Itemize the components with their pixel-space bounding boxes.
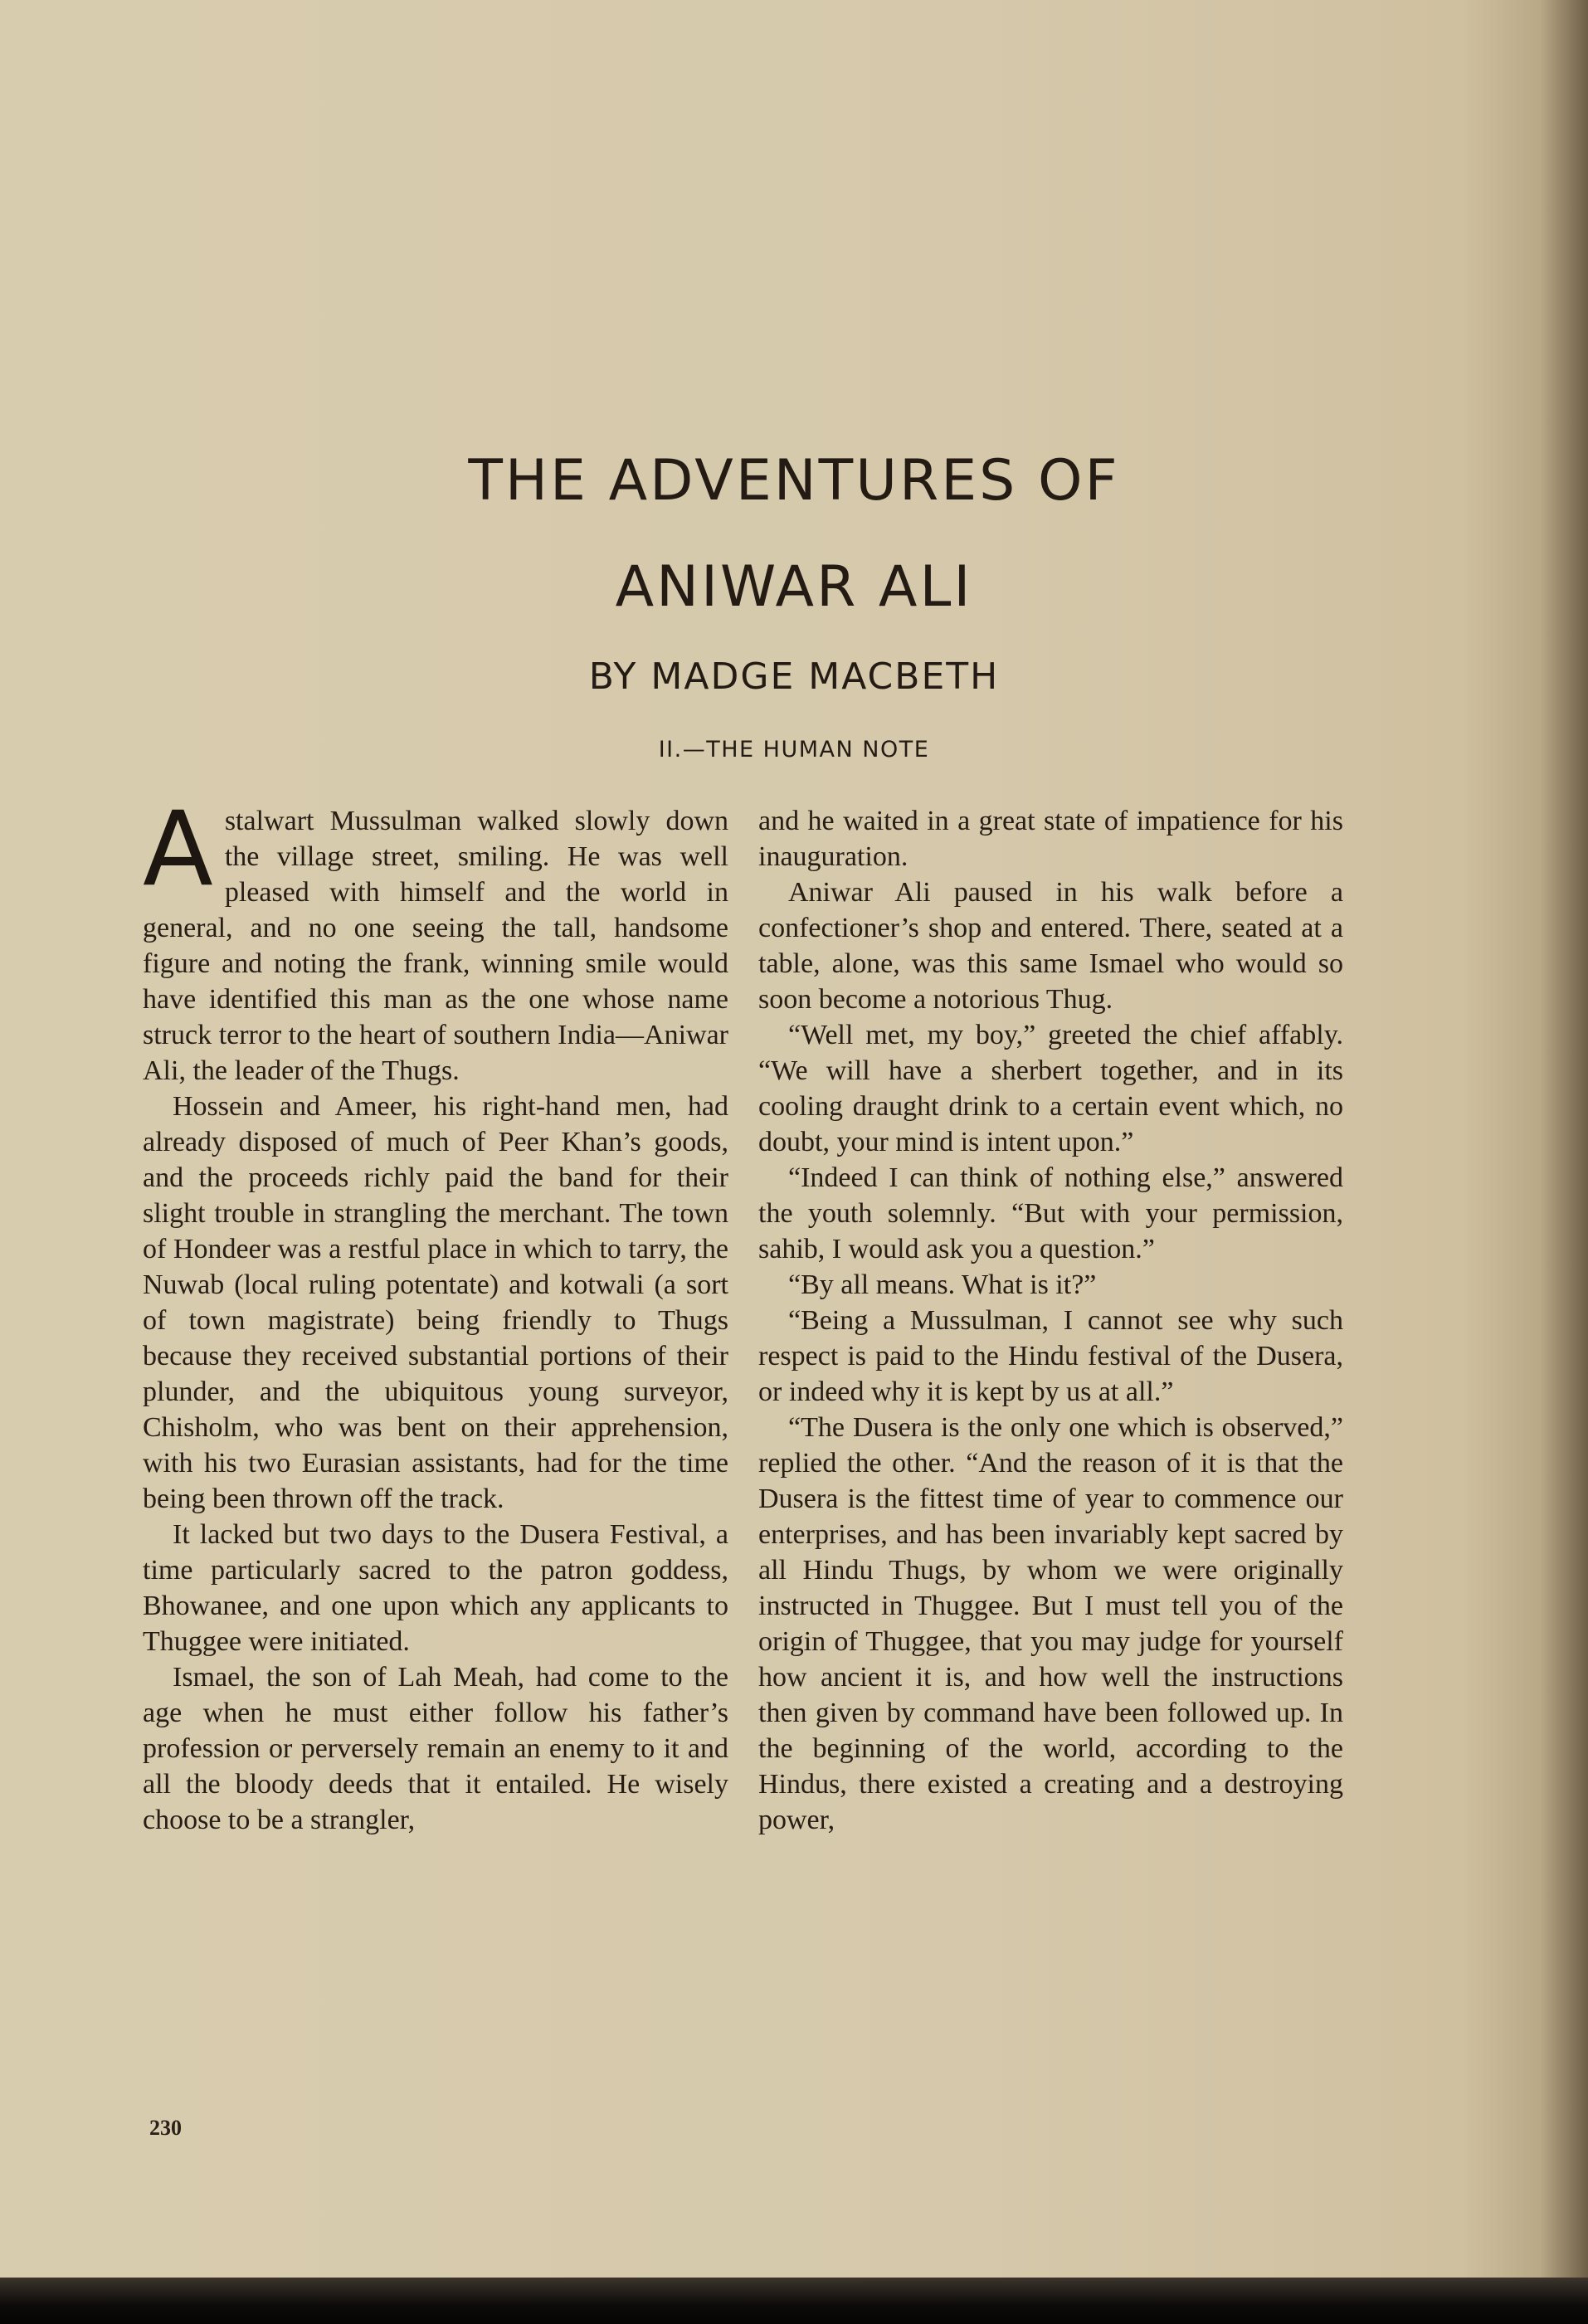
paragraph-10: “Being a Mussulman, I cannot see why such respect is paid to the Hindu festival of the Dusera, or indeed why it is kept by us at all.”: [758, 1305, 1343, 1407]
drop-cap: A: [143, 790, 213, 909]
right-column: [758, 803, 1343, 1838]
chapter-heading: II.—THE HUMAN NOTE: [658, 737, 930, 762]
paragraph-1: [143, 790, 728, 1089]
paragraph-6: Aniwar Ali paused in his walk before a confectioner’s shop and entered. There, seated at a table, alone, was this same Ismael who would so soon become a notorious Thug.: [758, 877, 1343, 1015]
left-column: [143, 790, 728, 1838]
article-title-line2: ANIWAR ALI: [615, 554, 973, 620]
paragraph-9: “By all means. What is it?”: [788, 1269, 1097, 1300]
paragraph-3: It lacked but two days to the Dusera Festival, a time particularly sacred to the patron goddess, Bhowanee, and one upon which any applicants to Thuggee were initiated.: [143, 1519, 728, 1657]
paragraph-5: and he waited in a great state of impatience for his inauguration.: [758, 806, 1343, 872]
paragraph-7: “Well met, my boy,” greeted the chief affably. “We will have a sherbert together, and in its cooling draught drink to a certain event which, no doubt, your mind is intent upon.”: [758, 1020, 1343, 1157]
paragraph-2: Hossein and Ameer, his right-hand men, had already disposed of much of Peer Khan’s goods, and the proceeds richly paid the band for their slight trouble in strangling the merchant. The town of Hondeer was a restful place in which to tarry, the Nuwab (local ruling potentate) and kotwali (a sort of town magistrate) being friendly to Thugs because they received substantial portions of their plunder, and the ubiquitous young surveyor, Chisholm, who was bent on their apprehension, with his two Eurasian assistants, had for the time being been thrown off the track.: [143, 1091, 728, 1514]
paragraph-8: “Indeed I can think of nothing else,” answered the youth solemnly. “But with your permission, sahib, I would ask you a question.”: [758, 1162, 1343, 1264]
page-number: 230: [149, 2116, 182, 2140]
paragraph-4: Ismael, the son of Lah Meah, had come to the age when he must either follow his father’s profession or perversely remain an enemy to it and all the bloody deeds that it entailed. He wisely choose to be a strangler,: [143, 1662, 728, 1835]
scan-edge-shadow: [0, 2278, 1588, 2324]
article-title-line1: THE ADVENTURES OF: [468, 448, 1120, 514]
paragraph-1-text: stalwart Mussulman walked slowly down the village street, smiling. He was well pleased with himself and the world in general, and no one seeing the tall, handsome figure and noting the frank, winning smile would have identified this man as the one whose name struck terror to the heart of southern India—Aniwar Ali, the leader of the Thugs.: [143, 806, 728, 1086]
paragraph-11: “The Dusera is the only one which is observed,” replied the other. “And the reason of it is that the Dusera is the fittest time of year to commence our enterprises, and has been invariably kept sacred by all Hindu Thugs, by whom we were originally instructed in Thuggee. But I must tell you of the origin of Thuggee, that you may judge for yourself how ancient it is, and how well the instructions then given by command have been followed up. In the beginning of the world, according to the Hindus, there existed a creating and a destroying power,: [758, 1412, 1343, 1835]
author-byline: BY MADGE MACBETH: [588, 655, 1000, 698]
